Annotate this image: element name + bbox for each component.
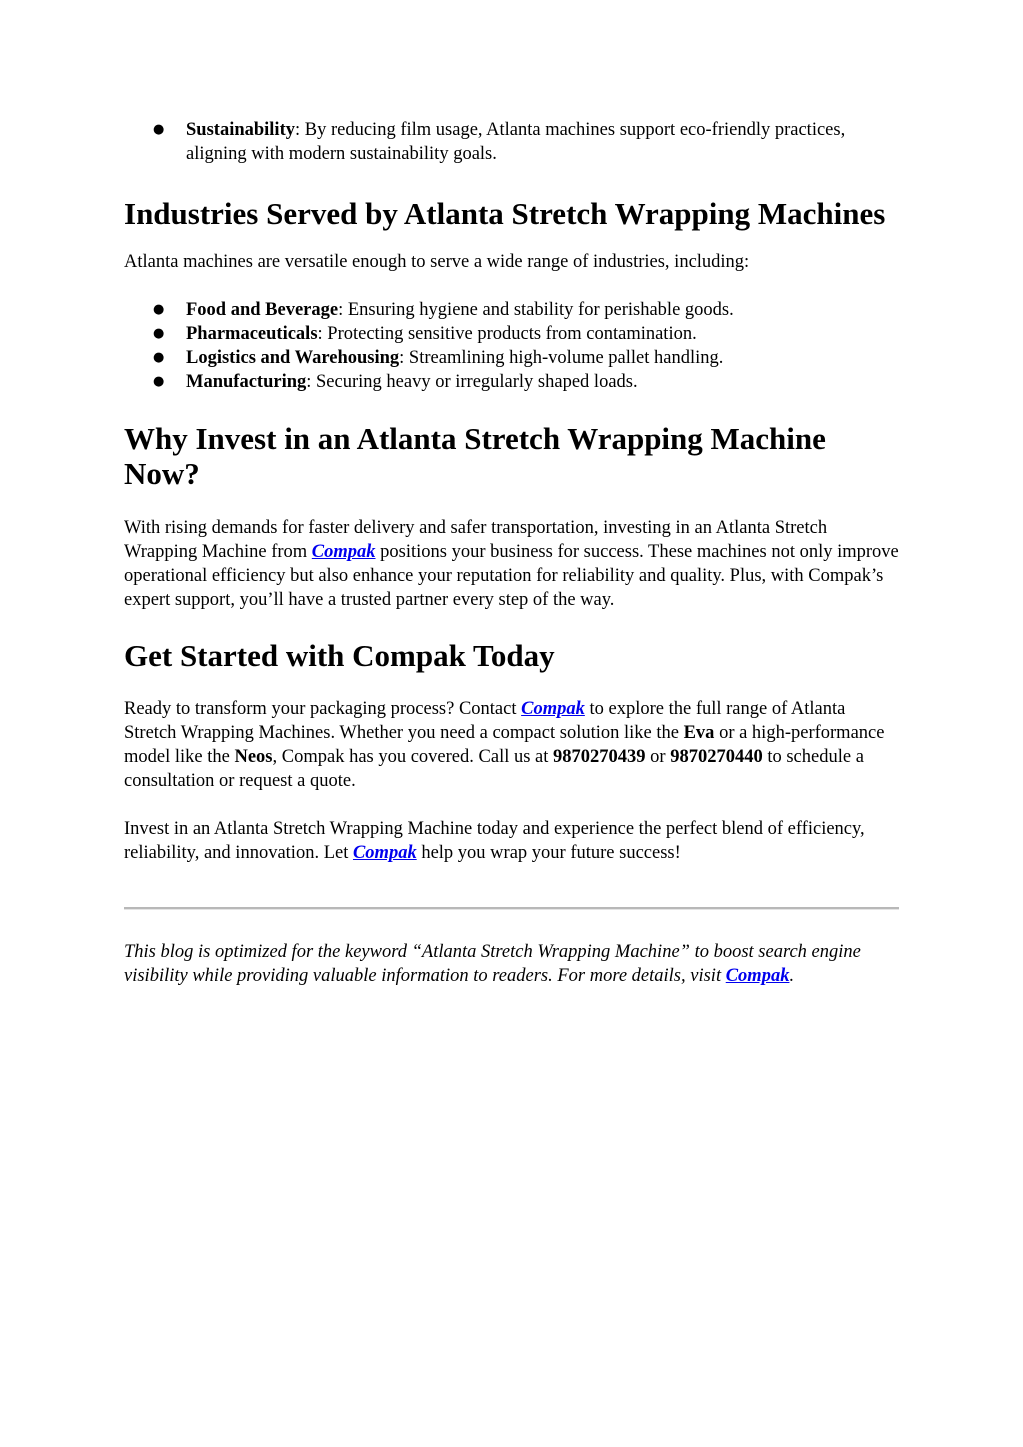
list-item: [124, 370, 899, 394]
list-item: [124, 298, 899, 322]
bullet-dot-icon: ●: [153, 326, 165, 341]
industries-intro: Atlanta machines are versatile enough to serve a wide range of industries, including:: [124, 252, 750, 272]
paragraph-text: positions your business for success. These machines not only improve operational efficiency but also enhance your reputation for reliability and quality. Plus, with Compak’s expert support, you’ll have a trusted partner every step of the way.: [124, 542, 899, 610]
paragraph-text: Ready to transform your packaging process? Contact: [124, 699, 522, 719]
paragraph-text: or: [645, 747, 671, 767]
paragraph-text: to schedule a consultation or request a quote.: [124, 747, 864, 791]
list-item-text: : Ensuring hygiene and stability for perishable goods.: [338, 300, 734, 320]
list-item: [124, 118, 899, 166]
paragraph-text: to explore the full range of Atlanta Stretch Wrapping Machines. Whether you need a compact solution like the: [124, 699, 846, 743]
list-item-term: Manufacturing: [186, 372, 307, 392]
why-invest-heading: Why Invest in an Atlanta Stretch Wrapping Machine Now?: [124, 421, 826, 491]
why-invest-paragraph: [124, 516, 899, 612]
paragraph-text: With rising demands for faster delivery and safer transportation, investing in an Atlanta Stretch Wrapping Machine from: [124, 518, 828, 562]
paragraph-text: , Compak has you covered. Call us at: [272, 747, 554, 767]
bullet-dot-icon: ●: [153, 374, 165, 389]
paragraph-text: Invest in an Atlanta Stretch Wrapping Machine today and experience the perfect blend of efficiency, reliability, and innovation. Let: [124, 819, 865, 863]
bullet-dot-icon: ●: [153, 302, 165, 317]
sustainability-list: [124, 118, 899, 166]
list-item-text: : Streamlining high-volume pallet handling.: [399, 348, 724, 368]
phone-number: 9870270440: [670, 747, 763, 767]
paragraph-text: or a high-performance model like the: [124, 723, 885, 767]
horizontal-divider: [124, 907, 899, 910]
list-item-text: : Securing heavy or irregularly shaped loads.: [306, 372, 638, 392]
list-item-term: Sustainability: [186, 120, 295, 140]
compak-link[interactable]: Compak: [311, 542, 376, 562]
note-text: This blog is optimized for the keyword “Atlanta Stretch Wrapping Machine” to boost search engine visibility while providing valuable information to readers. For more details, visit: [124, 942, 861, 986]
document-page: [124, 118, 899, 988]
get-started-paragraph: [124, 697, 899, 793]
note-text: .: [789, 966, 795, 986]
invest-paragraph: [124, 817, 899, 865]
compak-link[interactable]: Compak: [352, 843, 417, 863]
list-item-term: Logistics and Warehousing: [186, 348, 400, 368]
paragraph-text: help you wrap your future success!: [416, 843, 681, 863]
list-item: [124, 346, 899, 370]
industries-list: [124, 298, 899, 394]
list-item-text: : Protecting sensitive products from contamination.: [317, 324, 697, 344]
compak-link[interactable]: Compak: [521, 699, 585, 719]
phone-number: 9870270439: [553, 747, 646, 767]
list-item-term: Pharmaceuticals: [186, 324, 318, 344]
bullet-dot-icon: ●: [153, 350, 165, 365]
compak-link[interactable]: Compak: [725, 966, 790, 986]
model-name-eva: Eva: [683, 723, 715, 743]
seo-note: [124, 940, 899, 988]
list-item-text: : By reducing film usage, Atlanta machines support eco-friendly practices, aligning with modern sustainability goals.: [186, 120, 846, 164]
get-started-heading: Get Started with Compak Today: [124, 638, 555, 673]
list-item: [124, 322, 899, 346]
bullet-dot-icon: ●: [153, 122, 165, 137]
list-item-term: Food and Beverage: [186, 300, 339, 320]
industries-heading: Industries Served by Atlanta Stretch Wrapping Machines: [124, 196, 886, 231]
model-name-neos: Neos: [234, 747, 273, 767]
